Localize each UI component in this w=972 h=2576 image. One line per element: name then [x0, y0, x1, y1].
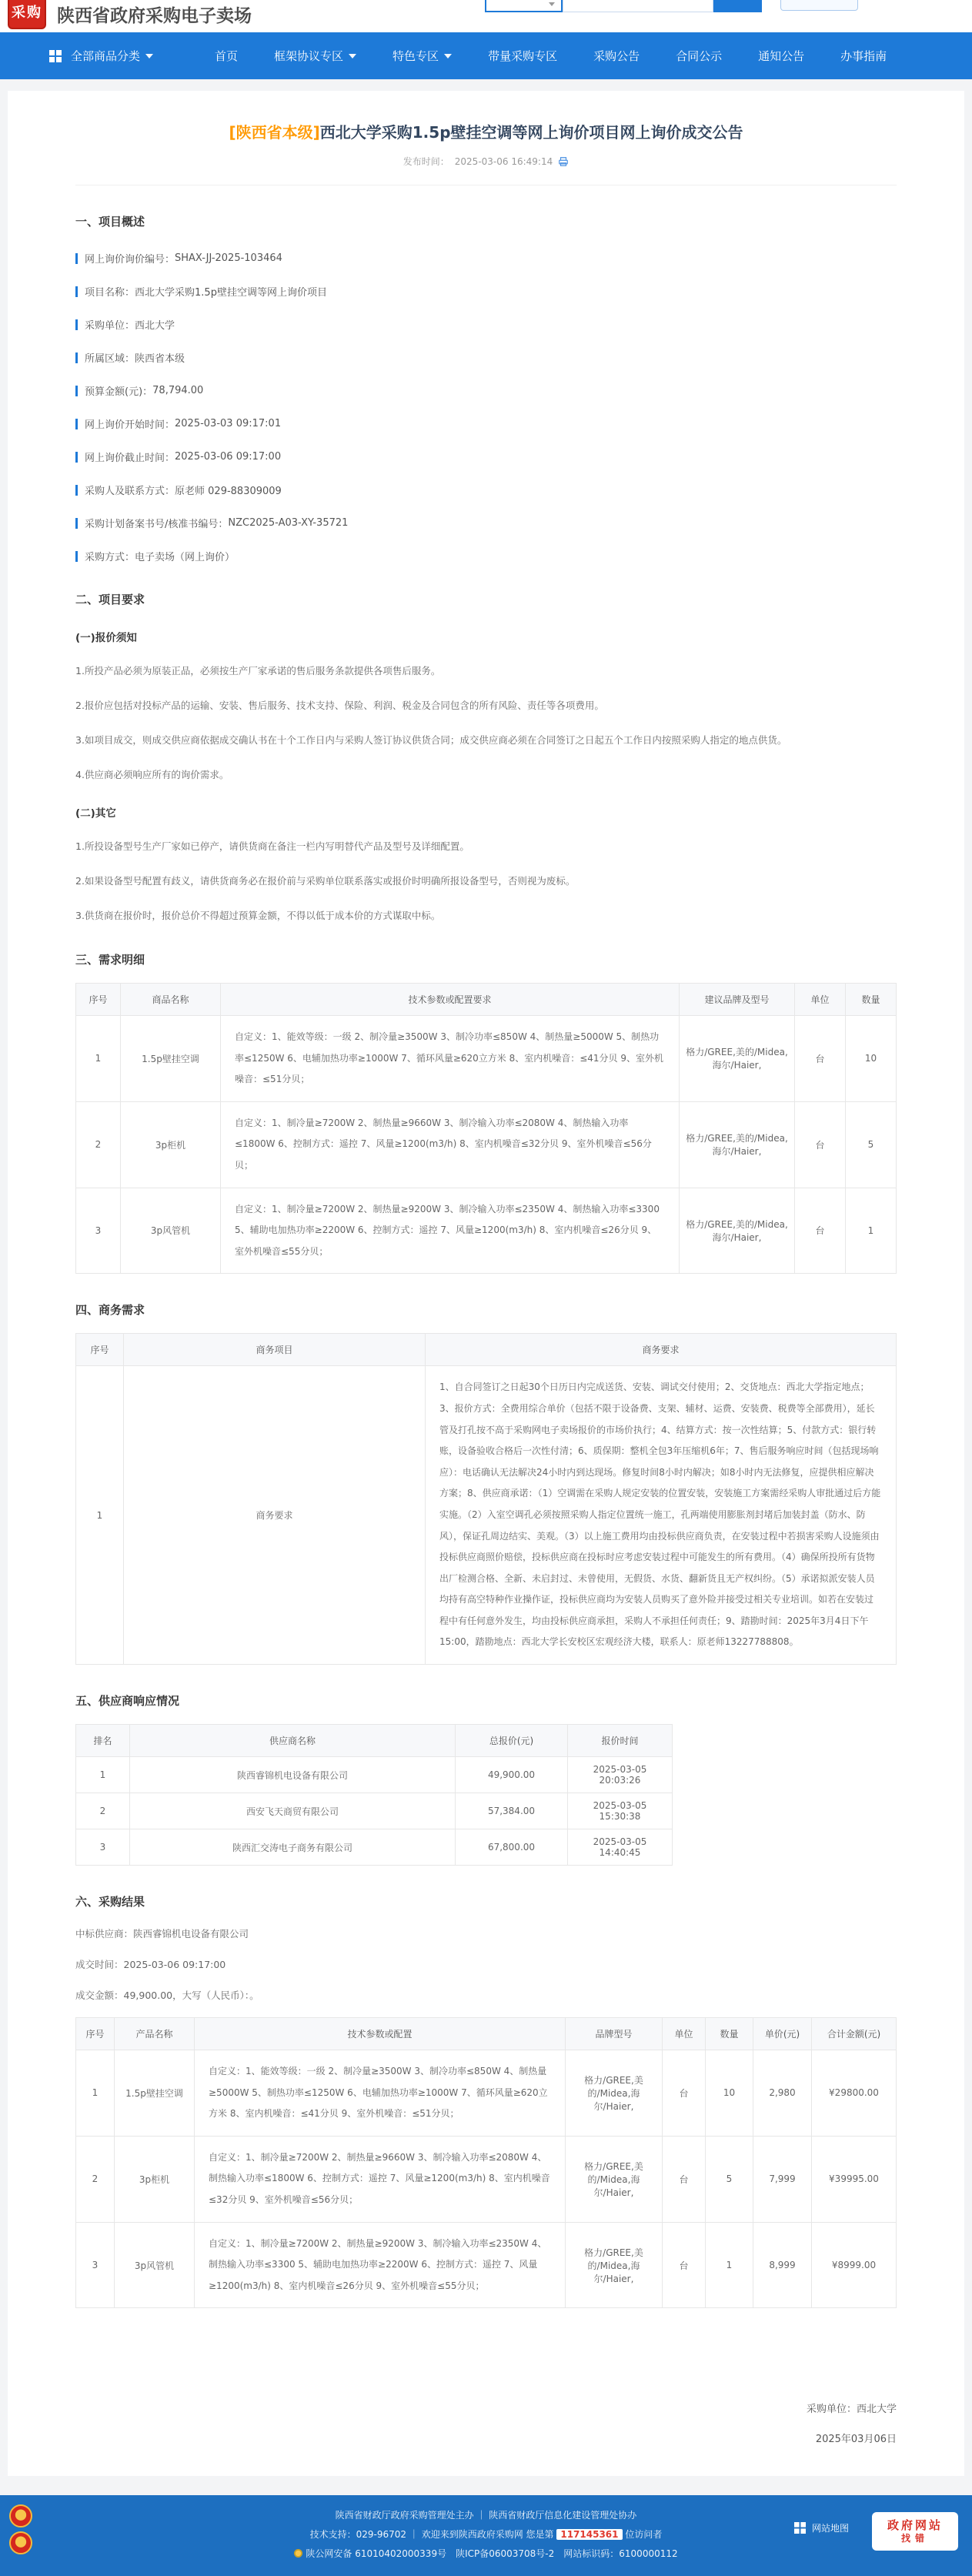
cell: 台: [795, 1188, 846, 1274]
field-bullet-icon: [75, 518, 78, 529]
cell: 57,384.00: [456, 1793, 568, 1829]
nav-category-label: 全部商品分类: [71, 49, 141, 63]
cell: 3: [76, 2222, 115, 2308]
cell: 自定义：1、制冷量≥7200W 2、制热量≥9200W 3、制冷输入功率≤2350W 4、制热输入功率≤3300 5、辅助电加热功率≥2200W 6、控制方式：遥控 7、风量≥1200(m3/h) 8、室内机噪音≤26分贝 9、室外机噪音≤55分贝；: [221, 1188, 680, 1274]
column-header: 技术参数或配置要求: [221, 984, 680, 1016]
sitemap-icon: [794, 2522, 806, 2534]
table-row: [76, 1101, 897, 1188]
search-button[interactable]: [713, 0, 762, 12]
cell: 格力/GREE,美的/Midea,海尔/Haier,: [566, 2222, 663, 2308]
cell: 3: [76, 1188, 121, 1274]
field-value: 2025-03-06 09:17:00: [175, 451, 282, 463]
nav-item-all-categories[interactable]: [49, 48, 153, 64]
announcement-title: 西北大学采购1.5p壁挂空调等网上询价项目网上询价成交公告: [319, 123, 743, 142]
cell: 格力/GREE,美的/Midea,海尔/Haier,: [566, 2136, 663, 2222]
cell: 5: [846, 1101, 897, 1188]
visitor-counter: 117145361: [556, 2529, 622, 2540]
search-input[interactable]: [563, 0, 713, 12]
sitemap-label: 网站地图: [811, 2523, 849, 2534]
footer-beian-text: 陕公网安备 61010402000339号 陕ICP备06003708号-2 网站标识码：6100000112: [306, 2548, 678, 2560]
site-logo[interactable]: [8, 0, 46, 29]
cell: 陕西睿锦机电设备有限公司: [130, 1757, 456, 1793]
field-label: 所属区域：: [85, 353, 135, 365]
search-category-select[interactable]: [485, 0, 563, 12]
field-label: 采购人及联系方式：: [85, 486, 175, 497]
column-header: 商品名称: [121, 984, 221, 1016]
column-header: 数量: [846, 984, 897, 1016]
column-header: 序号: [76, 1334, 124, 1366]
nav-item-contract-publicity[interactable]: 合同公示: [676, 49, 723, 63]
overview-field: [75, 549, 897, 563]
table-row: [76, 1793, 673, 1829]
cell: ¥29800.00: [812, 2050, 897, 2137]
cell: 1: [76, 1366, 124, 1665]
winner-line: 中标供应商：陕西睿锦机电设备有限公司: [75, 1928, 249, 1940]
signature-date: 2025年03月06日: [815, 2434, 897, 2446]
requirement-item: 1.所投设备型号生产厂家如已停产，请供货商在备注一栏内写明替代产品及型号及详细配置。: [75, 840, 469, 852]
cell: 自定义：1、能效等级：一级 2、制冷量≥3500W 3、制冷功率≤850W 4、制热量≥5000W 5、制热功率≤1250W 6、电辅加热功率≥1000W 7、循环风量≥620立方米 8、室内机噪音：≤41分贝 9、室外机噪音：≤51分贝；: [195, 2050, 566, 2137]
subsection-other: (二)其它: [75, 807, 116, 820]
field-label: 采购方式：: [85, 552, 135, 563]
table-header-row: [76, 2018, 897, 2050]
field-value: SHAX-JJ-2025-103464: [175, 252, 282, 264]
nav-item-notice-announcement[interactable]: 通知公告: [758, 49, 805, 63]
field-bullet-icon: [75, 352, 78, 363]
section-heading-demand: 三、需求明细: [75, 953, 145, 967]
other-items: [75, 839, 897, 924]
column-header: 单位: [663, 2018, 706, 2050]
column-header: 合计金额(元): [812, 2018, 897, 2050]
table-header-row: [76, 1334, 897, 1366]
field-label: 项目名称：: [85, 287, 135, 299]
cell: 3p柜机: [121, 1101, 221, 1188]
footer-visitor-suffix: 位访问者: [625, 2529, 663, 2541]
overview-field: [75, 251, 897, 266]
cell: 1: [706, 2222, 753, 2308]
cell: 3: [76, 1829, 130, 1866]
chevron-down-icon: [444, 54, 452, 58]
page-background: [0, 79, 972, 2495]
column-header: 单价(元): [753, 2018, 812, 2050]
overview-field: [75, 483, 897, 497]
column-header: 序号: [76, 2018, 115, 2050]
cell: 格力/GREE,美的/Midea,海尔/Haier,: [680, 1016, 795, 1102]
field-value: 原老师 029-88309009: [175, 486, 282, 497]
site-header: [0, 0, 972, 32]
table-row: [76, 1366, 897, 1665]
cell: 8,999: [753, 2222, 812, 2308]
cell: 格力/GREE,美的/Midea,海尔/Haier,: [680, 1101, 795, 1188]
publish-time-value: 2025-03-06 16:49:14: [454, 155, 553, 167]
main-navbar: [0, 32, 972, 79]
chevron-down-icon: [549, 2, 555, 6]
requirement-item: 2.如果设备型号配置有歧义，请供货商务必在报价前与采购单位联系落实或报价时明确所报设备型号，否则视为废标。: [75, 875, 576, 887]
cell: 格力/GREE,美的/Midea,海尔/Haier,: [680, 1188, 795, 1274]
nav-item-featured-zone[interactable]: 特色专区: [392, 48, 452, 64]
table-row: [76, 1757, 673, 1793]
field-bullet-icon: [75, 319, 78, 330]
field-bullet-icon: [75, 485, 78, 496]
suppliers-table: [75, 1724, 673, 1866]
site-logo-text: 采购: [12, 5, 42, 21]
field-label: 网上询价截止时间：: [85, 453, 175, 464]
cell: 49,900.00: [456, 1757, 568, 1793]
footer-organizer-line[interactable]: 陕西省财政厅政府采购管理处主办 ｜ 陕西省财政厅信息化建设管理处协办: [335, 2510, 637, 2521]
cell: 西安飞天商贸有限公司: [130, 1793, 456, 1829]
printer-icon[interactable]: [558, 156, 569, 167]
table-row: [76, 1016, 897, 1102]
table-row: [76, 2136, 897, 2222]
field-bullet-icon: [75, 419, 78, 429]
field-value: 西北大学: [135, 320, 175, 332]
quote-notice-items: [75, 663, 897, 783]
cell: 台: [795, 1016, 846, 1102]
site-footer: [0, 2495, 972, 2576]
column-header: 序号: [76, 984, 121, 1016]
cell: 2: [76, 1793, 130, 1829]
field-value: 陕西省本级: [135, 353, 185, 365]
chevron-down-icon: [349, 54, 356, 58]
field-value: 78,794.00: [152, 385, 204, 396]
column-header: 建议品牌及型号: [680, 984, 795, 1016]
requirement-item: 4.供应商必须响应所有的询价需求。: [75, 769, 229, 780]
section-heading-business: 四、商务需求: [75, 1303, 145, 1318]
cell: 3p柜机: [115, 2136, 195, 2222]
requirement-item: 1.所投产品必须为原装正品，必须按生产厂家承诺的售后服务条款提供各项售后服务。: [75, 665, 441, 677]
field-bullet-icon: [75, 452, 78, 463]
overview-field: [75, 416, 897, 431]
column-header: 供应商名称: [130, 1725, 456, 1757]
column-header: 技术参数或配置: [195, 2018, 566, 2050]
error-badge-line2: 找错: [900, 2533, 929, 2544]
table-row: [76, 2050, 897, 2137]
cell: 商务要求: [124, 1366, 426, 1665]
overview-field: [75, 516, 897, 530]
cell: 自定义：1、制冷量≥7200W 2、制热量≥9200W 3、制冷输入功率≤2350W 4、制热输入功率≤3300 5、辅助电加热功率≥2200W 6、控制方式：遥控 7、风量≥1200(m3/h) 8、室内机噪音≤26分贝 9、室外机噪音≤55分贝；: [195, 2222, 566, 2308]
cell: 1: [76, 2050, 115, 2137]
field-bullet-icon: [75, 386, 78, 396]
cell: 1: [76, 1016, 121, 1102]
table-row: [76, 1188, 897, 1274]
section-heading-responses: 五、供应商响应情况: [75, 1694, 180, 1709]
cell: 1: [846, 1188, 897, 1274]
field-bullet-icon: [75, 253, 78, 264]
field-bullet-icon: [75, 286, 78, 297]
footer-text: [15, 2506, 957, 2564]
government-emblem-icon: [9, 2504, 32, 2528]
section-heading-requirements: 二、项目要求: [75, 593, 145, 606]
field-label: 采购单位：: [85, 320, 135, 332]
column-header: 商务项目: [124, 1334, 426, 1366]
overview-field: [75, 284, 897, 299]
cell: 1、自合同签订之日起30个日历日内完成送货、安装、调试交付使用；2、交货地点：西北大学指定地点；3、报价方式：全费用综合单价（包括不限于设备费、支架、辅材、运费、安装费、税费等全部费用），延长管及打孔按不高于采购网电子卖场报价的市场价执行；4、结算方式：按一次性结算；5、付款方式：银行转账，设备验收合格后一次性付清；6、质保期：整机全包3年压缩机6年；7、售后服务响应时间（包括现场响应）：电话确认无法解决24小时内到达现场。修复时间8小时内解决；如8小时内无法修复，应提供相应解决方案；8、供应商承诺：（1）空调需在采购人规定安装的位置安装，安装施工方案需经采购人审批通过后方能实施。（2）入室空调孔必须按照采购人指定位置统一施工，孔两端使用膨胀剂封堵后加装封盖（防水、防风），保证孔周边结实、美观。（3）以上施工费用均由投标供应商负责，在安装过程中若损害采购人设施须由投标供应商照价赔偿，投标供应商在投标时应考虑安装过程中可能发生的所有费用。（4）确保所投所有货物出厂检测合格、全新、未启封过、未曾使用，无假货、水货、翻新货且无产权纠纷。（5）承诺拟派安装人员均持有高空特种作业操作证，投标供应商均为安装人员购买了意外险并接受过相关专业培训。如若在安装过程中有任何意外发生，均由投标供应商承担，采购人不承担任何责任；9、踏勘时间：2025年3月4日下午15:00，踏勘地点：西北大学长安校区宏观经济大楼，联系人：原老师13227788808。: [426, 1366, 897, 1665]
nav-item-home[interactable]: 首页: [215, 49, 239, 63]
site-title: 陕西省政府采购电子卖场: [57, 6, 252, 26]
section-heading-result: 六、采购结果: [75, 1895, 145, 1909]
cell: 自定义：1、制冷量≥7200W 2、制热量≥9660W 3、制冷输入功率≤2080W 4、制热输入功率≤1800W 6、控制方式：遥控 7、风量≥1200(m3/h) 8、室内机噪音≤32分贝 9、室外机噪音≤56分贝；: [221, 1101, 680, 1188]
cell: 台: [663, 2050, 706, 2137]
field-label: 预算金额(元)：: [85, 386, 153, 398]
overview-field: [75, 383, 897, 398]
column-header: 品牌型号: [566, 2018, 663, 2050]
field-value: 电子卖场（网上询价）: [135, 552, 235, 563]
field-value: 2025-03-03 09:17:01: [175, 418, 282, 429]
signature-unit: 采购单位：西北大学: [806, 2404, 897, 2416]
field-value: NZC2025-A03-XY-35721: [228, 517, 349, 529]
table-header-row: [76, 1725, 673, 1757]
nav-item-service-guide[interactable]: 办事指南: [840, 49, 887, 63]
field-label: 采购计划备案书号/核准书编号：: [85, 519, 229, 530]
deal-time-line: 成交时间：2025-03-06 09:17:00: [75, 1959, 226, 1971]
cell: 台: [663, 2222, 706, 2308]
cell: 1.5p壁挂空调: [121, 1016, 221, 1102]
cell: 1: [76, 1757, 130, 1793]
column-header: 数量: [706, 2018, 753, 2050]
page-title: [75, 120, 897, 142]
public-security-badge-icon: [294, 2549, 302, 2558]
table-row: [76, 2222, 897, 2308]
sitemap-link[interactable]: [794, 2521, 849, 2534]
requirement-item: 3.如项目成交，则成交供应商依据成交确认书在十个工作日内与采购人签订协议供货合同；成交供应商必须在合同签订之日起五个工作日内按照采购人指定的地点供货。: [75, 734, 787, 746]
column-header: 产品名称: [115, 2018, 195, 2050]
field-label: 网上询价开始时间：: [85, 419, 175, 431]
column-header: 排名: [76, 1725, 130, 1757]
subsection-quote-notice: (一)报价须知: [75, 632, 137, 644]
gov-site-error-report-badge[interactable]: [872, 2512, 958, 2551]
cell: 台: [795, 1101, 846, 1188]
cell: 2,980: [753, 2050, 812, 2137]
cell: 2: [76, 1101, 121, 1188]
cell: 7,999: [753, 2136, 812, 2222]
result-lines: [75, 1926, 897, 2002]
column-header: 单位: [795, 984, 846, 1016]
cell: 2: [76, 2136, 115, 2222]
nav-item-framework-zone[interactable]: 框架协议专区: [274, 48, 356, 64]
cell: 67,800.00: [456, 1829, 568, 1866]
requirement-item: 2.报价应包括对投标产品的运输、安装、售后服务、技术支持、保险、利润、税金及合同包含的所有风险、责任等各项费用。: [75, 700, 604, 711]
cell: 1.5p壁挂空调: [115, 2050, 195, 2137]
region-tag: [陕西省本级]: [229, 123, 320, 142]
cell: ¥8999.00: [812, 2222, 897, 2308]
cell: 格力/GREE,美的/Midea,海尔/Haier,: [566, 2050, 663, 2137]
table-header-row: [76, 984, 897, 1016]
overview-field: [75, 317, 897, 332]
nav-item-volume-purchase-zone[interactable]: 带量采购专区: [488, 49, 558, 63]
cell: 5: [706, 2136, 753, 2222]
chevron-down-icon: [145, 54, 153, 58]
nav-items: [215, 48, 923, 64]
footer-beian-line[interactable]: [15, 2544, 957, 2564]
table-row: [76, 1829, 673, 1866]
column-header: 总报价(元): [456, 1725, 568, 1757]
nav-item-procurement-notice[interactable]: 采购公告: [593, 49, 640, 63]
requirement-item: 3.供货商在报价时，报价总价不得超过预算金额，不得以低于成本价的方式谋取中标。: [75, 910, 441, 921]
demand-table: [75, 983, 897, 1274]
advanced-search-box[interactable]: [780, 0, 858, 11]
announcement-card: [8, 91, 964, 2476]
cell: 10: [846, 1016, 897, 1102]
cell: ¥39995.00: [812, 2136, 897, 2222]
error-badge-line1: 政府网站: [887, 2518, 943, 2532]
overview-field: [75, 350, 897, 365]
footer-support-text: 技术支持：029-96702 ｜ 欢迎来到陕西政府采购网 您是第: [309, 2529, 554, 2541]
footer-emblems: [9, 2504, 32, 2554]
cell: 2025-03-05 20:03:26: [568, 1757, 673, 1793]
cell: 3p风管机: [115, 2222, 195, 2308]
business-table: [75, 1333, 897, 1665]
column-header: 报价时间: [568, 1725, 673, 1757]
publish-time-label: 发布时间：: [402, 156, 449, 167]
signature-block: [75, 2401, 897, 2445]
section-heading-overview: 一、项目概述: [75, 215, 145, 229]
field-bullet-icon: [75, 551, 78, 562]
result-table: [75, 2017, 897, 2308]
certification-badge-icon: [9, 2531, 32, 2554]
cell: 自定义：1、制冷量≥7200W 2、制热量≥9660W 3、制冷输入功率≤2080W 4、制热输入功率≤1800W 6、控制方式：遥控 7、风量≥1200(m3/h) 8、室内机噪音≤32分贝 9、室外机噪音≤56分贝；: [195, 2136, 566, 2222]
cell: 自定义：1、能效等级：一级 2、制冷量≥3500W 3、制冷功率≤850W 4、制热量≥5000W 5、制热功率≤1250W 6、电辅加热功率≥1000W 7、循环风量≥620立方米 8、室内机噪音：≤41分贝 9、室外机噪音：≤51分贝；: [221, 1016, 680, 1102]
cell: 3p风管机: [121, 1188, 221, 1274]
overview-field: [75, 449, 897, 464]
grid-icon: [49, 50, 62, 62]
cell: 台: [663, 2136, 706, 2222]
publish-time-row: [75, 155, 897, 168]
cell: 陕西汇交涛电子商务有限公司: [130, 1829, 456, 1866]
overview-fields: [75, 251, 897, 563]
column-header: 商务要求: [426, 1334, 897, 1366]
field-label: 网上询价询价编号：: [85, 254, 175, 266]
cell: 2025-03-05 14:40:45: [568, 1829, 673, 1866]
field-value: 西北大学采购1.5p壁挂空调等网上询价项目: [135, 287, 327, 299]
cell: 10: [706, 2050, 753, 2137]
deal-amount-line: 成交金额：49,900.00，大写（人民币）：。: [75, 1990, 259, 2002]
cell: 2025-03-05 15:30:38: [568, 1793, 673, 1829]
